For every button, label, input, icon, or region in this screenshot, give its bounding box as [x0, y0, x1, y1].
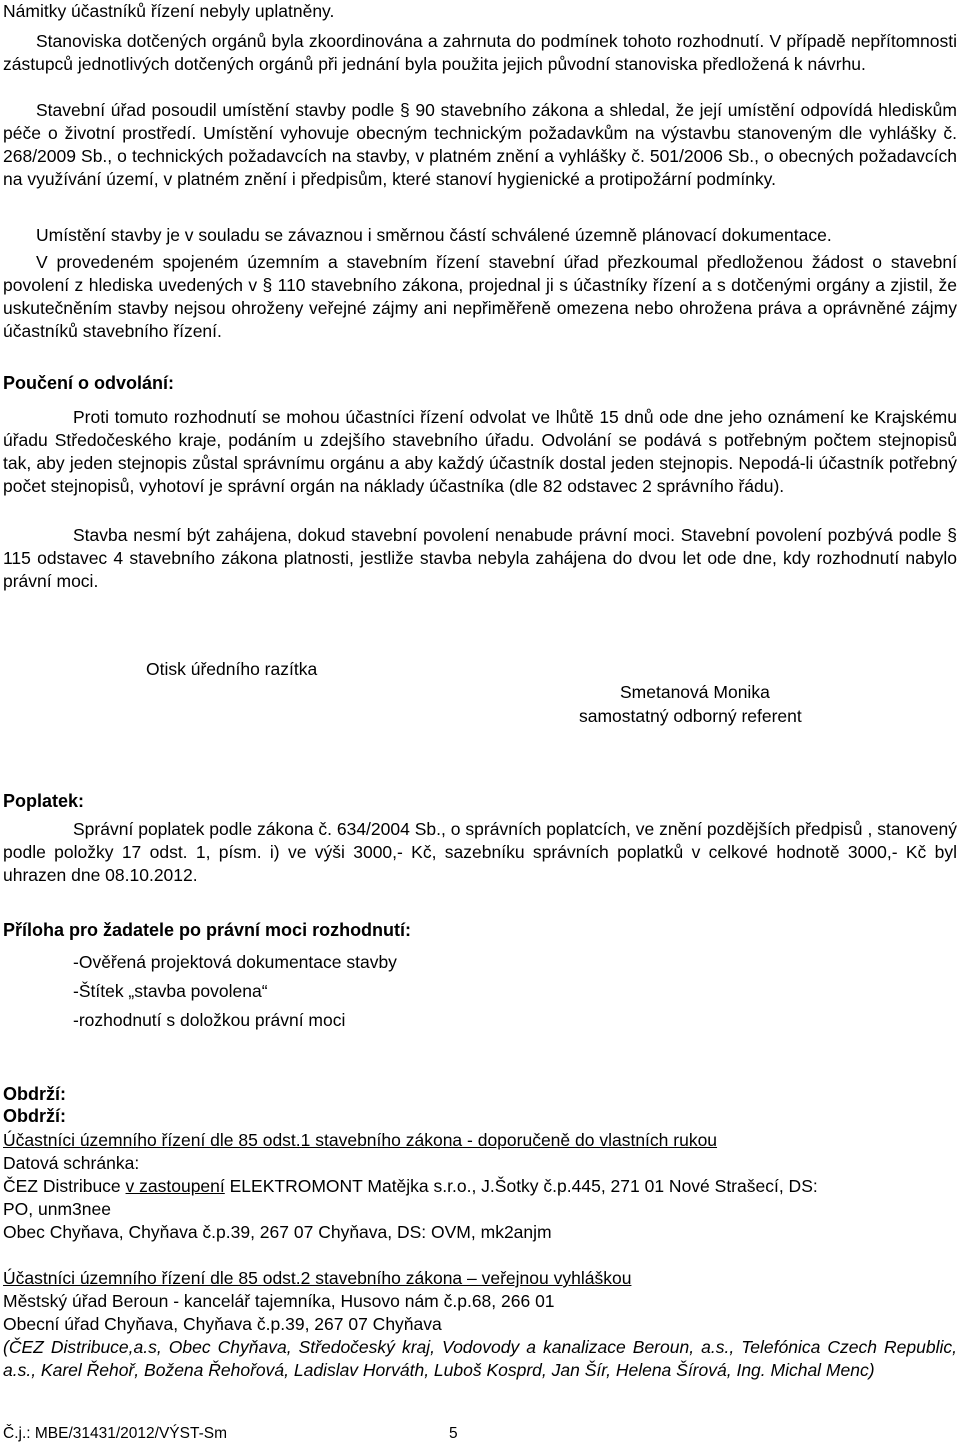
- recipient-line: Obec Chyňava, Chyňava č.p.39, 267 07 Chyňava, DS: OVM, mk2anjm: [3, 1222, 552, 1242]
- proceedings-paragraph: V provedeném spojeném územním a stavebním řízení stavební úřad přezkoumal předloženou žádost o stavební povolení z hlediska uvedených v § 110 stavebního zákona, projednal ji s účastníky řízení a s dotčenými orgány a zjistil, že uskutečněním stavby nejsou ohroženy veřejné zájmy ani nepřiměřeně omezena nebo ohrožena práva a oprávněné zájmy účastníků stavebního řízení.: [3, 252, 957, 341]
- signatory-role: samostatný odborný referent: [579, 706, 802, 726]
- objections-text: Námitky účastníků řízení nebyly uplatněny.: [3, 1, 335, 21]
- appeal-heading: Poučení o odvolání:: [3, 373, 175, 393]
- attachment-item: -Ověřená projektová dokumentace stavby: [73, 952, 397, 972]
- recipient-line: Městský úřad Beroun - kancelář tajemníka, Husovo nám č.p.68, 266 01: [3, 1291, 555, 1311]
- planning-compliance-text: Umístění stavby je v souladu se závaznou i směrnou částí schválené územně plánovací dokumentace.: [36, 225, 832, 245]
- reference-number: Č.j.: MBE/31431/2012/VÝST-Sm: [3, 1425, 227, 1442]
- recipient-databox: PO, unm3nee: [3, 1199, 111, 1219]
- recipients-heading: Obdrží:: [3, 1084, 66, 1104]
- recipient-line: [3, 1175, 818, 1198]
- recipient-group-title: Účastníci územního řízení dle 85 odst.2 stavebního zákona – veřejnou vyhláškou: [3, 1268, 632, 1288]
- page-number: 5: [449, 1425, 458, 1442]
- fee-heading: Poplatek:: [3, 791, 85, 811]
- stamp-placeholder: Otisk úředního razítka: [146, 659, 318, 679]
- recipient-address: ELEKTROMONT Matějka s.r.o., J.Šotky č.p.445, 271 01 Nové Strašecí, DS:: [224, 1176, 818, 1196]
- recipient-representation: v zastoupení: [125, 1176, 225, 1196]
- databox-label: Datová schránka:: [3, 1153, 140, 1173]
- attachment-item: -Štítek „stavba povolena“: [73, 981, 268, 1001]
- participants-list: (ČEZ Distribuce,a.s, Obec Chyňava, Středočeský kraj, Vodovody a kanalizace Beroun, a.s., Telefónica Czech Republic, a.s., Karel Řehoř, Božena Řehořová, Ladislav Horváth, Luboš Kosprd, Jan Šír, Helena Šírová, Ing. Michal Menc): [3, 1337, 957, 1380]
- fee-paragraph: Správní poplatek podle zákona č. 634/2004 Sb., o správních poplatcích, ve znění pozdějších předpisů , stanovený podle položky 17 odst. 1, písm. i) ve výši 3000,- Kč, sazebníku správních poplatků v celkové hodnotě 3000,- Kč byl uhrazen dne 08.10.2012.: [3, 819, 957, 885]
- appeal-paragraph: Proti tomuto rozhodnutí se mohou účastníci řízení odvolat ve lhůtě 15 dnů ode dne jeho oznámení ke Krajskému úřadu Středočeského kraje, podáním u zdejšího stavebního úřadu. Odvolání se podává s potřebným počtem stejnopisů tak, aby jeden stejnopis zůstal správnímu orgánu a aby každý účastník dostal jeden stejnopis. Nepodá-li účastník potřebný počet stejnopisů, vyhotoví je správní orgán na náklady účastníka (dle 82 odstavec 2 správního řádu).: [3, 407, 957, 496]
- signatory-name: Smetanová Monika: [620, 682, 770, 702]
- opinions-paragraph: Stanoviska dotčených orgánů byla zkoordinována a zahrnuta do podmínek tohoto rozhodnutí. V případě nepřítomnosti zástupců jednotlivých dotčených orgánů při jednání byla použita jejich původní stanoviska předložená k návrhu.: [3, 31, 957, 74]
- recipients-heading: Obdrží:: [3, 1106, 66, 1126]
- attachment-heading: Příloha pro žadatele po právní moci rozhodnutí:: [3, 920, 412, 940]
- attachment-item: -rozhodnutí s doložkou právní moci: [73, 1010, 346, 1030]
- recipient-line: Obecní úřad Chyňava, Chyňava č.p.39, 267 07 Chyňava: [3, 1314, 442, 1334]
- placement-assessment-paragraph: Stavební úřad posoudil umístění stavby podle § 90 stavebního zákona a shledal, že její umístění odpovídá hlediskům péče o životní prostředí. Umístění vyhovuje obecným technickým požadavkům na výstavbu stanoveným dle vyhlášky č. 268/2009 Sb., o technických požadavcích na stavby, v platném znění a vyhlášky č. 501/2006 Sb., o obecných požadavcích na využívání území, v platném znění i předpisům, které stanoví hygienické a protipožární podmínky.: [3, 100, 957, 189]
- recipient-name: ČEZ Distribuce: [3, 1176, 126, 1196]
- permit-validity-paragraph: Stavba nesmí být zahájena, dokud stavební povolení nenabude právní moci. Stavební povolení pozbývá podle § 115 odstavec 4 stavebního zákona platnosti, jestliže stavba nebyla zahájena do dvou let ode dne, kdy rozhodnutí nabylo právní moci.: [3, 525, 957, 591]
- recipient-group-title: Účastníci územního řízení dle 85 odst.1 stavebního zákona - doporučeně do vlastních rukou: [3, 1130, 718, 1150]
